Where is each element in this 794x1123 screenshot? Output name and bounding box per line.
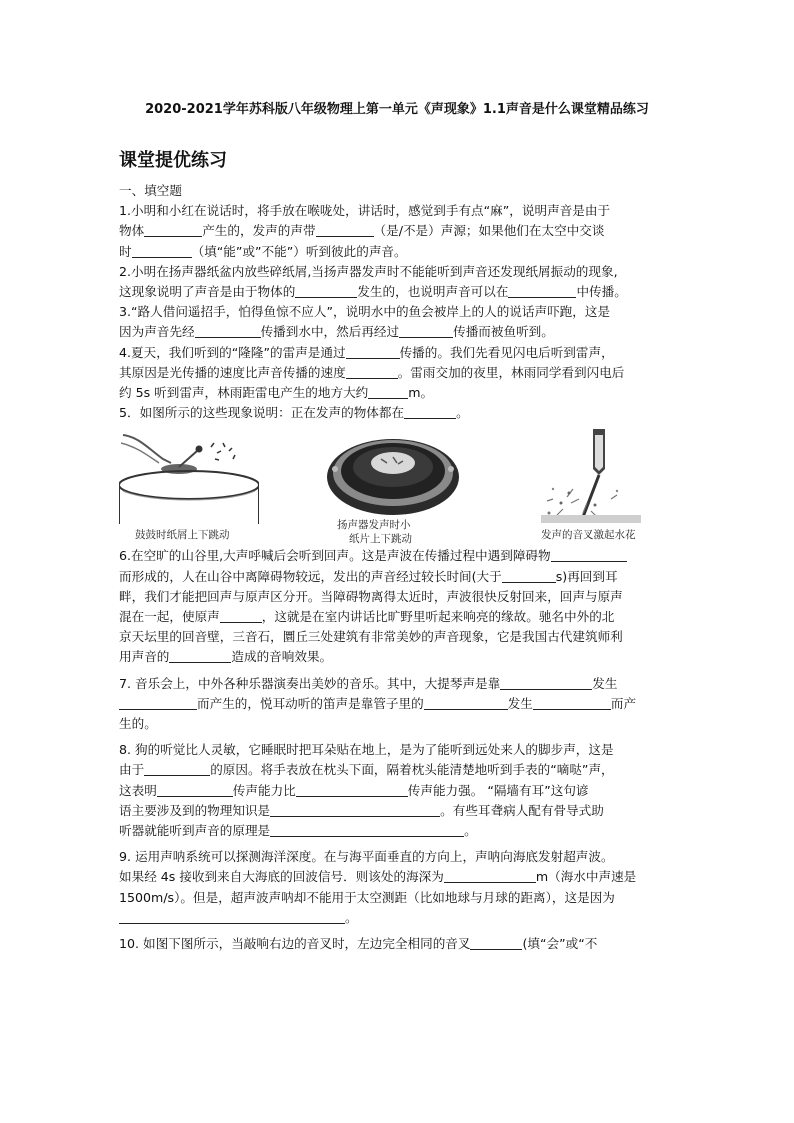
subsection-heading: 一、填空题 bbox=[119, 183, 182, 198]
question-4-line-2: 其原因是光传播的速度比声音传播的速度 。雷雨交加的夜里，林雨同学看到闪电后 bbox=[119, 364, 625, 380]
question-8-line-1: 8. 狗的听觉比人灵敏，它睡眠时把耳朵贴在地上，是为了能听到远处来人的脚步声，这是 bbox=[119, 742, 614, 758]
answer-blank[interactable] bbox=[424, 695, 508, 710]
answer-blank[interactable] bbox=[296, 782, 408, 797]
answer-blank[interactable] bbox=[533, 695, 611, 710]
answer-blank[interactable] bbox=[295, 283, 357, 298]
question-9-line-1: 9. 运用声呐系统可以探测海洋深度。在与海平面垂直的方向上，声呐向海底发射超声波。 bbox=[119, 849, 614, 865]
answer-blank[interactable] bbox=[316, 222, 374, 237]
question-1-line-3: 时 （填“能”或”不能”）听到彼此的声音。 bbox=[119, 243, 407, 259]
answer-blank[interactable] bbox=[144, 222, 202, 237]
question-4-line-3: 约 5s 听到雷声，林雨距雷电产生的地方大约 m。 bbox=[119, 385, 434, 401]
drum-illustration bbox=[119, 429, 259, 524]
answer-blank[interactable] bbox=[270, 802, 440, 817]
answer-blank[interactable] bbox=[169, 648, 231, 663]
question-body bbox=[119, 181, 679, 954]
answer-blank[interactable] bbox=[500, 675, 592, 690]
answer-blank[interactable] bbox=[399, 323, 453, 338]
tuning-fork-illustration bbox=[523, 429, 673, 524]
answer-blank[interactable] bbox=[508, 283, 576, 298]
answer-blank[interactable] bbox=[551, 547, 627, 562]
figure-row bbox=[119, 429, 679, 546]
speaker-illustration bbox=[323, 429, 463, 519]
question-9-line-4: 。 bbox=[119, 908, 679, 928]
section-heading: 课堂提优练习 bbox=[119, 150, 227, 171]
answer-blank[interactable] bbox=[144, 761, 210, 776]
answer-blank[interactable] bbox=[195, 323, 261, 338]
answer-blank[interactable] bbox=[444, 868, 536, 883]
question-8-line-4: 语主要涉及到的物理知识是 。有些耳聋病人配有骨导式助 bbox=[119, 802, 604, 818]
question-7-line-1: 7. 音乐会上，中外各种乐器演奏出美妙的音乐。其中，大提琴声是靠 发生 bbox=[119, 675, 618, 691]
question-9-line-3: 1500m/s）。但是，超声波声呐却不能用于太空测距（比如地球与月球的距离），这是因为 bbox=[119, 889, 615, 905]
question-9-line-2: 如果经 4s 接收到来自大海底的回波信号．则该处的海深为 m（海水中声速是 bbox=[119, 869, 637, 885]
question-6-line-6: 用声音的 造成的音响效果。 bbox=[119, 649, 333, 665]
answer-blank[interactable] bbox=[119, 909, 345, 924]
question-6-line-2: 而形成的，人在山谷中离障碍物较远，发出的声音经过较长时间(大于 s)再回到耳 bbox=[119, 568, 618, 584]
answer-blank[interactable] bbox=[346, 344, 400, 359]
document-title: 2020-2021学年苏科版八年级物理上第一单元《声现象》1.1声音是什么课堂精品练习 bbox=[145, 102, 649, 117]
question-1-line-2: 物体 产生的，发声的声带 （是/不是）声源；如果他们在太空中交谈 bbox=[119, 223, 605, 239]
answer-blank[interactable] bbox=[157, 782, 233, 797]
tuning-fork-figure bbox=[523, 429, 673, 542]
figure-3-caption: 发声的音叉激起水花 bbox=[541, 529, 636, 542]
question-7-line-3: 生的。 bbox=[119, 716, 157, 732]
question-8-line-3: 这表明 传声能力比 传声能力强。 “隔墙有耳”这句谚 bbox=[119, 782, 589, 798]
question-2-line-2: 这现象说明了声音是由于物体的 发生的，也说明声音可以在 中传播。 bbox=[119, 284, 627, 300]
answer-blank[interactable] bbox=[119, 695, 197, 710]
question-2-line-1: 2.小明在扬声器纸盆内放些碎纸屑,当扬声器发声时不能能听到声音还发现纸屑振动的现象, bbox=[119, 263, 618, 279]
question-6-line-3: 畔，我们才能把回声与原声区分开。当障碍物离得太近时，声波很快反射回来，回声与原声 bbox=[119, 588, 623, 604]
answer-blank[interactable] bbox=[270, 822, 464, 837]
question-3-line-2: 因为声音先经 传播到水中，然后再经过 传播而被鱼听到。 bbox=[119, 324, 554, 340]
answer-blank[interactable] bbox=[220, 608, 262, 623]
question-8-line-5: 听器就能听到声音的原理是 。 bbox=[119, 823, 477, 839]
question-1-line-1: 1.小明和小红在说话时，将手放在喉咙处，讲话时，感觉到手有点“麻”，说明声音是由于 bbox=[119, 203, 611, 219]
question-10-line-1: 10. 如图下图所示，当敲响右边的音叉时，左边完全相同的音叉 (填“会”或“不 bbox=[119, 936, 598, 952]
answer-blank[interactable] bbox=[404, 404, 456, 419]
answer-blank[interactable] bbox=[368, 384, 408, 399]
question-6-line-1: 6.在空旷的山谷里,大声呼喊后会听到回声。这是声波在传播过程中遇到障碍物 bbox=[119, 546, 679, 566]
drum-figure bbox=[119, 429, 259, 542]
question-6-line-4: 混在一起，使原声 ，这就是在室内讲话比旷野里听起来响亮的缘故。驰名中外的北 bbox=[119, 609, 615, 625]
answer-blank[interactable] bbox=[470, 935, 522, 950]
question-7-line-2: 而产生的，悦耳动听的笛声是靠管子里的 发生 而产 bbox=[119, 694, 679, 714]
question-6-line-5: 京天坛里的回音壁，三音石，圜丘三处建筑有非常美妙的声音现象，它是我国古代建筑师利 bbox=[119, 629, 623, 645]
figure-1-caption: 鼓鼓时纸屑上下跳动 bbox=[135, 529, 230, 542]
answer-blank[interactable] bbox=[132, 243, 192, 258]
question-5-line-1: 5．如图所示的这些现象说明：正在发声的物体都在 。 bbox=[119, 405, 469, 421]
figure-2-caption-line-2: 纸片上下跳动 bbox=[349, 533, 412, 546]
answer-blank[interactable] bbox=[502, 568, 556, 583]
speaker-figure bbox=[323, 429, 463, 546]
answer-blank[interactable] bbox=[346, 364, 398, 379]
question-8-line-2: 由于 的原因。将手表放在枕头下面，隔着枕头能清楚地听到手表的“嘀哒”声， bbox=[119, 762, 614, 778]
figure-2-caption-line-1: 扬声器发声时小 bbox=[337, 519, 411, 532]
question-4-line-1: 4.夏天，我们听到的“隆隆”的雷声是通过 传播的。我们先看见闪电后听到雷声， bbox=[119, 344, 614, 360]
question-3-line-1: 3.“路人借问遥招手，怕得鱼惊不应人”，说明水中的鱼会被岸上的人的说话声吓跑，这是 bbox=[119, 304, 611, 320]
